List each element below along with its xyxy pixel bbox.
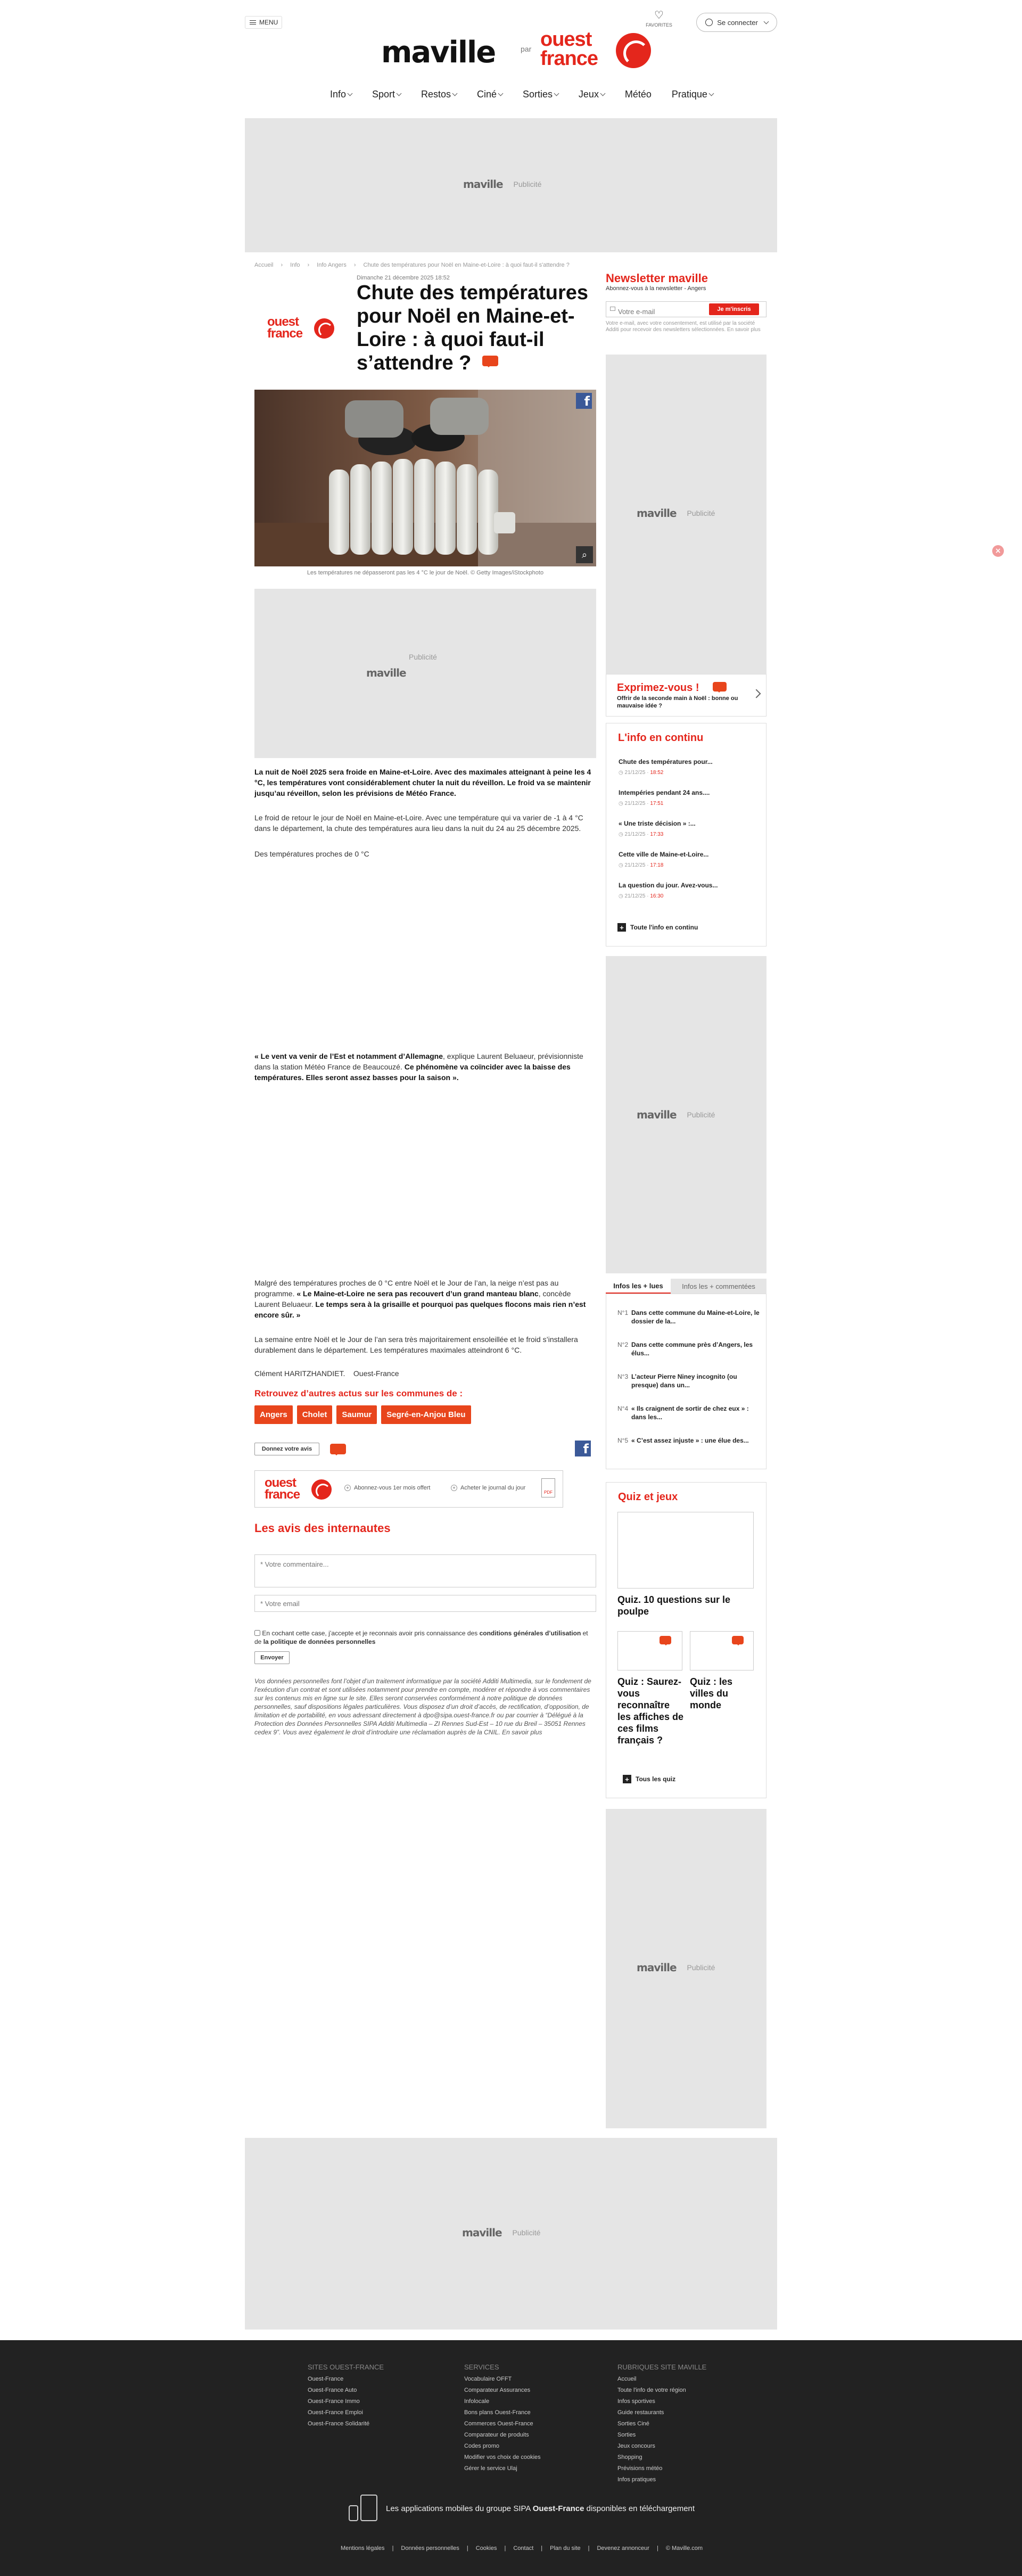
ad-sidebar-2[interactable] [606, 956, 767, 1273]
newsletter-subscribe-button[interactable]: Je m'inscris [709, 303, 759, 315]
continu-date: 21/12/25 [624, 893, 646, 899]
article-subheading: Des températures proches de 0 °C [254, 850, 369, 858]
article-photo[interactable] [254, 390, 596, 566]
tag-cholet[interactable]: Cholet [297, 1405, 333, 1424]
ouest-france-logo-text: ouest france [267, 315, 303, 341]
comment-bubble-icon[interactable] [482, 356, 498, 366]
rank-number: N°3 [617, 1373, 629, 1380]
mobile-devices-icon [349, 2495, 378, 2522]
continu-time: ◷ 21/12/25 · 17:33 [619, 832, 664, 837]
ad-logo: maville [637, 507, 677, 520]
nav-item-restos[interactable] [421, 86, 457, 102]
footer-link[interactable]: Toute l'info de votre région [617, 2387, 686, 2393]
nav-item-info[interactable] [330, 86, 352, 102]
quote-bold: Ce phénomène va coïncider avec la baisse des températures. Elles seront assez basses pour la saison ». [254, 1063, 571, 1082]
continu-date: 21/12/25 [624, 801, 646, 806]
ouest-france-logo[interactable] [540, 30, 647, 72]
continu-date: 21/12/25 [624, 770, 646, 776]
footer-link[interactable]: Infos sportives [617, 2398, 655, 2405]
ad-label: Publicité [687, 1963, 715, 1972]
ad-sidebar-3[interactable] [606, 1809, 767, 2128]
maville-logo[interactable]: maville [381, 35, 496, 70]
chevron-down-icon [554, 91, 559, 96]
ad-in-article[interactable] [254, 589, 596, 758]
footer-legal-link[interactable]: Mentions légales [341, 2545, 385, 2552]
subscribe-link[interactable] [344, 1485, 430, 1491]
quiz-b-image[interactable] [690, 1631, 754, 1670]
continu-date: 21/12/25 [624, 832, 646, 837]
mail-icon [610, 307, 615, 311]
nav-label: Sport [372, 88, 395, 100]
ouest-france-circle-icon [311, 1479, 332, 1500]
nav-label: Météo [624, 88, 652, 100]
footer-link[interactable]: Codes promo [464, 2443, 500, 2449]
footer-col-sites [308, 2361, 384, 2430]
breadcrumb-separator: › [353, 262, 356, 268]
chevron-down-icon [600, 91, 606, 96]
buy-newspaper-link[interactable] [451, 1485, 525, 1491]
article-date: Dimanche 21 décembre 2025 18:52 [357, 275, 450, 281]
most-read-text: « Ils craignent de sortir de chez eux » : dans les... [631, 1405, 749, 1421]
most-read-text: Dans cette commune du Maine-et-Loire, le dossier de la... [631, 1309, 760, 1325]
separator: | [504, 2545, 506, 2552]
menu-button[interactable] [245, 16, 282, 29]
most-read-item[interactable] [617, 1340, 761, 1357]
most-read-text: L’acteur Pierre Niney incognito (ou presque) dans un... [631, 1373, 737, 1389]
email-field[interactable] [254, 1595, 596, 1612]
login-label: Se connecter [717, 18, 758, 27]
footer-link[interactable]: Ouest-France Solidarité [308, 2421, 370, 2427]
breadcrumb-current: Chute des températures pour Noël en Maine-et-Loire : à quoi faut-il s'attendre ? [363, 262, 570, 268]
hamburger-icon [250, 20, 256, 24]
comment-bubble-icon [660, 1636, 671, 1644]
express-title: Exprimez-vous ! [617, 682, 699, 694]
footer-legal-link[interactable]: Devenez annonceur [597, 2545, 649, 2552]
plus-icon: + [344, 1485, 351, 1491]
continu-item[interactable]: « Une triste décision » :... [619, 820, 696, 827]
comments-title: Les avis des internautes [254, 1521, 391, 1535]
facebook-share-icon[interactable]: f [576, 393, 592, 409]
cgu-link[interactable]: conditions générales d’utilisation [479, 1629, 581, 1637]
continu-time: ◷ 21/12/25 · 16:30 [619, 893, 664, 899]
ad-logo: maville [366, 666, 406, 679]
apps-text-c: disponibles en téléchargement [584, 2504, 695, 2513]
article-paragraph: La semaine entre Noël et le Jour de l’an sera très majoritairement ensoleillée et le froid s’installera durablement dans le département. Les températures maximales atteindront 6 °C. [254, 1335, 578, 1354]
mobile-apps-banner[interactable] [349, 2495, 695, 2522]
footer-link[interactable]: Ouest-France Auto [308, 2387, 357, 2393]
continu-time: ◷ 21/12/25 · 17:51 [619, 801, 664, 806]
quote-bold: Le temps sera à la grisaille et pourquoi pas quelques flocons mais rien n’est encore sûr. » [254, 1300, 586, 1319]
newsletter-title: Newsletter maville [606, 271, 708, 285]
ouest-france-circle-icon [314, 318, 334, 339]
footer-link[interactable]: Guide restaurants [617, 2409, 664, 2416]
ad-sidebar-1[interactable] [606, 355, 767, 676]
all-info-link[interactable] [617, 923, 698, 932]
rank-number: N°1 [617, 1309, 629, 1316]
nav-item-meteo[interactable] [625, 86, 652, 102]
footer-link[interactable]: Comparateur de produits [464, 2432, 529, 2438]
continu-time: ◷ 21/12/25 · 18:52 [619, 770, 664, 776]
quiz-a-title[interactable]: Quiz : Saurez-vous reconnaître les affiches de ces films français ? [617, 1676, 684, 1746]
rank-number: N°2 [617, 1341, 629, 1348]
continu-hour: 17:33 [650, 832, 664, 837]
main-nav [330, 86, 713, 102]
continu-time: ◷ 21/12/25 · 17:18 [619, 862, 664, 868]
apps-text-a: Les applications mobiles du groupe SIPA [386, 2504, 533, 2513]
article-paragraph: Le froid de retour le jour de Noël en Maine-et-Loire. Avec une température qui va varier de -1 à 4 °C dans le département, la chute des températures aura lieu dans la nuit du 24 au 25 décembre 2025. [254, 813, 583, 833]
footer-link[interactable]: Jeux concours [617, 2443, 655, 2449]
comment-bubble-icon [732, 1636, 744, 1644]
footer-link[interactable]: Commerces Ouest-France [464, 2421, 533, 2427]
ad-label: Publicité [512, 2228, 541, 2237]
continu-item[interactable]: Cette ville de Maine-et-Loire... [619, 851, 709, 858]
continu-date: 21/12/25 [624, 862, 646, 868]
communes-title: Retrouvez d’autres actus sur les communes de : [254, 1388, 463, 1398]
nav-label: Restos [421, 88, 451, 100]
ouest-france-circle-icon [616, 33, 651, 68]
breadcrumb-item[interactable]: Accueil [254, 262, 274, 268]
ouest-france-logo-text: ouest france [265, 1476, 300, 1502]
breadcrumb-item[interactable]: Info [290, 262, 300, 268]
consent-text: et de [254, 1629, 588, 1645]
footer-link[interactable]: Ouest-France Immo [308, 2398, 360, 2405]
footer-link[interactable]: Infolocale [464, 2398, 490, 2405]
article-source-logo [267, 316, 336, 344]
separator: | [392, 2545, 394, 2552]
comment-bubble-icon[interactable] [330, 1444, 346, 1454]
all-quiz-link[interactable] [623, 1775, 675, 1783]
most-read-text: Dans cette commune près d’Angers, les élus... [631, 1341, 753, 1357]
plus-square-icon: + [617, 923, 626, 932]
breadcrumb-separator: › [281, 262, 283, 268]
privacy-notice: Vos données personnelles font l’objet d’un traitement informatique par la société Additi Multimedia, sur le fondement de l’exécution d’un contrat et sont utilisées notamment pour prendre en compte, modérer et répondre à vos commentaires sur les contenus mis en ligne sur le site. Elles seront conservées conformément à notre politique de données personnelles, sauf dispositions légales particulières. Vous disposez d’un droit d’accès, de rectification, d’opposition, de limitation et de portabilité, en vous adressant directement à dpo@sipa.ouest-france.fr ou par courrier à “Délégué à la Protection des Données Personnelles SIPA Additi Multimedia – ZI Rennes Sud-Est – 10 rue du Breil – 35051 Rennes cedex 9”. Vous avez également le droit d’introduire une réclamation auprès de la CNIL. En savoir plus [254, 1677, 591, 1736]
footer-copyright: © Maville.com [665, 2545, 703, 2552]
chevron-down-icon [452, 91, 458, 96]
most-read-item[interactable] [617, 1436, 761, 1445]
plus-icon: + [451, 1485, 457, 1491]
chevron-down-icon [397, 91, 402, 96]
tab-most-commented[interactable]: Infos les + commentées [671, 1279, 767, 1294]
ad-logo: maville [463, 178, 503, 191]
separator: | [541, 2545, 543, 2552]
nav-label: Pratique [671, 88, 707, 100]
nav-item-sport[interactable] [372, 86, 401, 102]
footer-col-rubriques [617, 2361, 706, 2486]
zoom-icon[interactable]: ⌕ [576, 546, 593, 563]
heart-icon: ♡ [654, 10, 664, 21]
nav-label: Info [330, 88, 347, 100]
plus-square-icon: + [623, 1775, 631, 1783]
continu-item[interactable]: Intempéries pendant 24 ans.... [619, 789, 710, 796]
consent-text: En cochant cette case, j’accepte et je reconnais avoir pris connaissance des [262, 1629, 480, 1637]
separator: | [466, 2545, 468, 2552]
chevron-down-icon [708, 91, 714, 96]
nav-item-sorties[interactable] [523, 86, 558, 102]
continu-hour: 16:30 [650, 893, 664, 899]
chevron-down-icon [348, 91, 353, 96]
all-quiz-label: Tous les quiz [636, 1775, 676, 1783]
footer-link[interactable]: Infos pratiques [617, 2476, 656, 2483]
footer-link[interactable]: Comparateur Assurances [464, 2387, 531, 2393]
tag-saumur[interactable]: Saumur [336, 1405, 377, 1424]
pdf-icon[interactable]: PDF [541, 1478, 555, 1497]
nav-item-cine[interactable] [477, 86, 502, 102]
quiz-title: Quiz et jeux [618, 1491, 678, 1503]
article-title [357, 281, 601, 375]
express-card[interactable] [606, 674, 767, 717]
footer-heading: SERVICES [464, 2363, 499, 2371]
nav-item-jeux[interactable] [579, 86, 605, 102]
ouest-france-logo-text: ouest france [540, 28, 598, 70]
nav-label: Ciné [476, 88, 497, 100]
separator: | [656, 2545, 658, 2552]
newsletter-subtitle: Abonnez-vous à la newsletter - Angers [606, 285, 706, 292]
site-header [0, 0, 1022, 112]
give-opinion-button[interactable]: Donnez votre avis [254, 1443, 319, 1455]
footer-link[interactable]: Accueil [617, 2376, 637, 2382]
footer-legal-link[interactable]: Contact [513, 2545, 534, 2552]
continu-item[interactable]: Chute des températures pour... [619, 758, 713, 766]
commune-tags [254, 1405, 471, 1424]
ad-label: Publicité [409, 653, 437, 661]
ad-logo: maville [637, 1961, 677, 1974]
footer-legal-link[interactable]: Plan du site [550, 2545, 581, 2552]
newsletter-legal: Votre e-mail, avec votre consentement, est utilisé par la société Additi pour recevoir des newsletters sélectionnées. En savoir plus [606, 320, 761, 333]
menu-label: MENU [259, 19, 278, 26]
breadcrumb [254, 262, 570, 268]
text-segment: , concède Laurent Beluaeur. [254, 1289, 571, 1308]
footer-link[interactable]: Ouest-France [308, 2376, 344, 2382]
quiz-a-image[interactable] [617, 1631, 682, 1670]
quiz-b-title[interactable]: Quiz : les villes du monde [690, 1676, 733, 1710]
most-read-text: « C’est assez injuste » : une élue des... [631, 1437, 749, 1444]
privacy-policy-link[interactable]: la politique de données personnelles [263, 1638, 376, 1645]
consent-checkbox[interactable] [254, 1630, 260, 1636]
photo-caption: Les températures ne dépasseront pas les 4 °C le jour de Noël. © Getty Images/iStockphoto [307, 570, 544, 576]
ad-label: Publicité [687, 509, 715, 517]
quiz-main-title[interactable]: Quiz. 10 questions sur le poulpe [617, 1594, 731, 1617]
most-read-item[interactable] [617, 1404, 761, 1421]
close-icon[interactable]: × [992, 545, 1004, 557]
article-paragraph [254, 1278, 596, 1320]
rank-number: N°5 [617, 1437, 629, 1444]
footer-col-services [464, 2361, 541, 2474]
article-author: Clément HARITZHANDIET. Ouest-France [254, 1369, 399, 1378]
chevron-down-icon [498, 91, 504, 96]
breadcrumb-item[interactable]: Info Angers [317, 262, 347, 268]
article-quote-paragraph [254, 1051, 596, 1083]
most-read-item[interactable] [617, 1308, 761, 1326]
consent-row [254, 1629, 596, 1646]
nav-label: Sorties [522, 88, 553, 100]
tag-angers[interactable]: Angers [254, 1405, 293, 1424]
logo-par-text: par [521, 45, 532, 53]
continu-hour: 18:52 [650, 770, 664, 776]
footer-link[interactable]: Bons plans Ouest-France [464, 2409, 531, 2416]
breadcrumb-separator: › [307, 262, 310, 268]
ouest-france-logo[interactable] [265, 1477, 334, 1505]
all-info-label: Toute l'info en continu [630, 924, 698, 931]
facebook-share-icon[interactable]: f [575, 1441, 591, 1456]
tab-most-read[interactable]: Infos les + lues [606, 1279, 671, 1294]
quote-text: , explique Laurent Beluaeur, prévisionniste dans la station Météo France de Beaucouzé. [254, 1052, 583, 1071]
continu-hour: 17:51 [650, 801, 664, 806]
buy-label: Acheter le journal du jour [460, 1485, 526, 1491]
footer-link[interactable]: Modifier vos choix de cookies [464, 2454, 541, 2460]
apps-text [386, 2504, 695, 2513]
login-button[interactable] [696, 13, 777, 32]
footer-link[interactable]: Vocabulaire OFFT [464, 2376, 512, 2382]
favorites-button[interactable] [643, 11, 675, 28]
footer-heading: RUBRIQUES SITE MAVILLE [617, 2363, 707, 2371]
footer-legal-links [341, 2545, 703, 2552]
favorites-label: FAVORITES [646, 22, 672, 28]
article-lead: La nuit de Noël 2025 sera froide en Maine-et-Loire. Avec des maximales atteignant à peine les 4 °C, les températures vont considérablement chuter la nuit du réveillon. Le froid va se maintenir jusqu’au réveillon, selon les prévisions de Météo France. [254, 768, 591, 797]
comment-textarea[interactable] [254, 1554, 596, 1587]
footer-legal-link[interactable]: Cookies [475, 2545, 497, 2552]
footer-link[interactable]: Sorties Ciné [617, 2421, 649, 2427]
radiator-photo-illustration [254, 390, 596, 566]
info-continu-title: L'info en continu [618, 732, 704, 744]
footer-link[interactable]: Shopping [617, 2454, 642, 2460]
ad-logo: maville [462, 2226, 502, 2239]
quote-bold: « Le vent va venir de l’Est et notamment d’Allemagne [254, 1052, 443, 1060]
quiz-main-image[interactable] [617, 1512, 754, 1589]
rank-number: N°4 [617, 1405, 629, 1412]
continu-hour: 17:18 [650, 862, 664, 868]
chevron-down-icon [763, 19, 769, 24]
ad-banner-bottom[interactable] [245, 2138, 777, 2330]
text-segment: Malgré des températures proches de 0 °C entre Noël et le Jour de l’an, la neige n’est pas au programme. [254, 1279, 559, 1298]
most-read-item[interactable] [617, 1372, 761, 1389]
footer-legal-link[interactable]: Données personnelles [401, 2545, 459, 2552]
nav-item-pratique[interactable] [672, 86, 713, 102]
express-text: Offrir de la seconde main à Noël : bonne ou mauvaise idée ? [617, 695, 738, 709]
submit-button[interactable]: Envoyer [254, 1651, 290, 1664]
footer-link[interactable]: Sorties [617, 2432, 636, 2438]
most-read-tabs [606, 1279, 767, 1294]
quote-bold: « Le Maine-et-Loire ne sera pas recouvert d’un grand manteau blanc [296, 1289, 539, 1298]
comment-bubble-icon [713, 682, 727, 692]
footer-link[interactable]: Prévisions météo [617, 2465, 663, 2472]
footer-link[interactable]: Gérer le service Ulaj [464, 2465, 517, 2472]
ad-label: Publicité [687, 1110, 715, 1119]
apps-text-brand: Ouest-France [532, 2504, 584, 2513]
tag-segre[interactable]: Segré-en-Anjou Bleu [381, 1405, 471, 1424]
footer-link[interactable]: Ouest-France Emploi [308, 2409, 363, 2416]
subscribe-label: Abonnez-vous 1er mois offert [354, 1485, 431, 1491]
user-icon [705, 19, 713, 26]
continu-item[interactable]: La question du jour. Avez-vous... [619, 882, 718, 889]
nav-label: Jeux [578, 88, 599, 100]
ad-banner-top[interactable] [245, 118, 777, 252]
footer-heading: SITES OUEST-FRANCE [308, 2363, 384, 2371]
separator: | [588, 2545, 590, 2552]
chevron-right-icon [752, 689, 761, 698]
ouest-france-promo [254, 1470, 563, 1508]
ad-label: Publicité [513, 180, 542, 188]
ad-logo: maville [637, 1108, 677, 1121]
article-title-text: Chute des températures pour Noël en Maine-et-Loire : à quoi faut-il s’attendre ? [357, 282, 589, 374]
